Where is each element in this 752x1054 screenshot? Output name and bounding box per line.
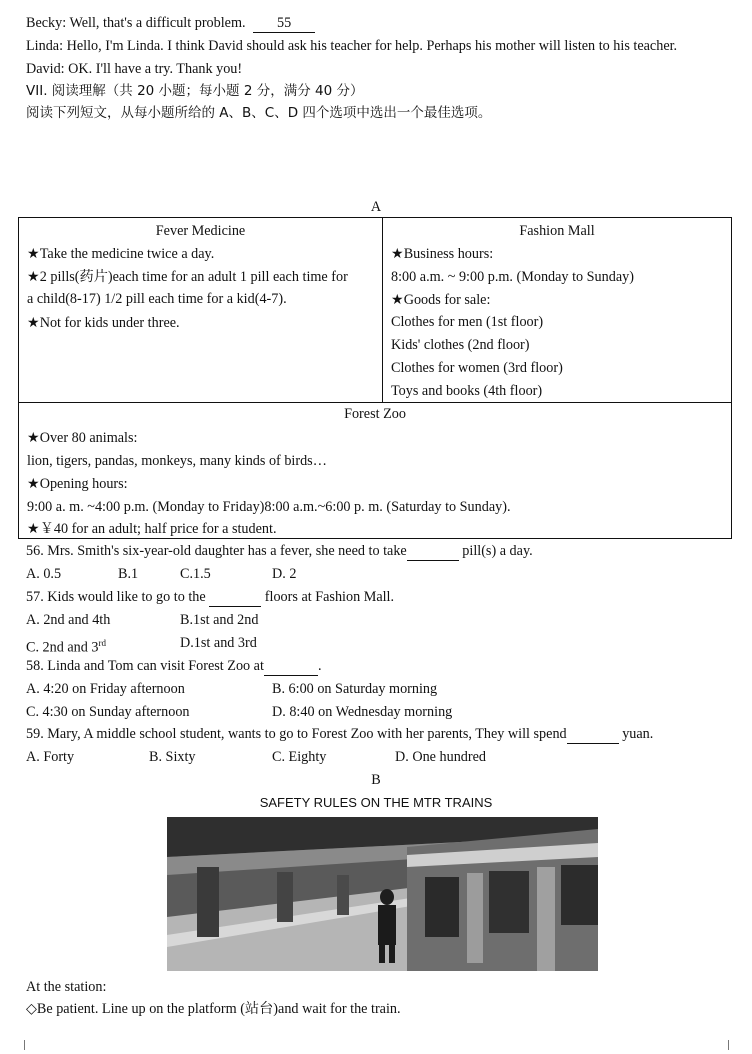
mall-line-7: Toys and books (4th floor) (391, 383, 543, 399)
fever-medicine-cell (19, 218, 382, 402)
passage-a-label: A (370, 199, 382, 215)
fever-line-2: ★2 pills(药片)each time for an adult 1 pill each time for (27, 269, 348, 285)
mall-line-4: Clothes for men (1st floor) (391, 314, 544, 330)
fever-line-1: ★Take the medicine twice a day. (27, 246, 215, 262)
mall-line-6: Clothes for women (3rd floor) (391, 360, 563, 376)
passage-a-table (18, 217, 732, 539)
fashion-mall-cell (383, 218, 731, 402)
blank-56 (407, 542, 459, 561)
q58-option-c: C. 4:30 on Sunday afternoon (26, 704, 190, 720)
mall-line-2: 8:00 a.m. ~ 9:00 p.m. (Monday to Sunday) (391, 269, 634, 285)
q56-option-d: D. 2 (272, 566, 297, 582)
mall-line-3: ★Goods for sale: (391, 292, 491, 308)
fever-line-4: ★Not for kids under three. (27, 315, 180, 331)
fever-line-3: a child(8-17) 1/2 pill each time for a kid(4-7). (27, 291, 287, 307)
forest-zoo-title: Forest Zoo (344, 406, 406, 422)
david-line: David: OK. I'll have a try. Thank you! (26, 61, 243, 77)
mall-line-5: Kids' clothes (2nd floor) (391, 337, 530, 353)
question-59: 59. Mary, A middle school student, wants to go to Forest Zoo with her parents, They will spend yuan. (26, 726, 654, 742)
q56-option-a: A. 0.5 (26, 566, 62, 582)
corner-mark-bottom-left (14, 1040, 25, 1050)
q59-option-b: B. Sixty (149, 749, 196, 765)
q57-option-c-superscript: rd (98, 638, 107, 648)
q56-option-b: B.1 (118, 566, 139, 582)
q58-option-b: B. 6:00 on Saturday morning (272, 681, 438, 697)
passage-b-label: B (371, 772, 381, 788)
fashion-mall-title: Fashion Mall (519, 223, 595, 239)
q59-option-d: D. One hundred (395, 749, 487, 765)
section-title: VII. 阅读理解（共 20 小题；每小题 2 分，满分 40 分） (26, 83, 364, 99)
question-58: 58. Linda and Tom can visit Forest Zoo at . (26, 658, 322, 674)
q57-option-d: D.1st and 3rd (180, 635, 257, 651)
linda-line: Linda: Hello, I'm Linda. I think David should ask his teacher for help. Perhaps his mother will listen to his teacher. (26, 38, 678, 54)
q59-option-c: C. Eighty (272, 749, 327, 765)
zoo-line-2: lion, tigers, pandas, monkeys, many kinds of birds… (27, 453, 327, 469)
zoo-line-4: 9:00 a. m. ~4:00 p.m. (Monday to Friday)8:00 a.m.~6:00 p. m. (Saturday to Sunday). (27, 499, 511, 515)
q59-option-a: A. Forty (26, 749, 75, 765)
mtr-train-photo (167, 817, 598, 971)
forest-zoo-cell (19, 403, 731, 539)
zoo-line-5: ★￥40 for an adult; half price for a student. (27, 521, 277, 537)
blank-58 (264, 657, 318, 676)
q58-option-a: A. 4:20 on Friday afternoon (26, 681, 185, 697)
passage-b-title: SAFETY RULES ON THE MTR TRAINS (259, 795, 493, 810)
zoo-line-3: ★Opening hours: (27, 476, 128, 492)
answer-blank-55: 55 (253, 14, 315, 33)
q57-option-a: A. 2nd and 4th (26, 612, 111, 628)
corner-mark-bottom-right (728, 1040, 739, 1050)
question-57: 57. Kids would like to go to the floors at Fashion Mall. (26, 589, 395, 605)
q57-option-c: C. 2nd and 3rd (26, 638, 107, 656)
mall-line-1: ★Business hours: (391, 246, 494, 262)
becky-line: Becky: Well, that's a difficult problem. 55 (26, 14, 315, 33)
station-rule-1: ◇Be patient. Line up on the platform (站台)and wait for the train. (26, 1001, 401, 1017)
q56-option-c: C.1.5 (180, 566, 211, 582)
q57-option-b: B.1st and 2nd (180, 612, 259, 628)
question-56: 56. Mrs. Smith's six-year-old daughter has a fever, she need to take pill(s) a day. (26, 543, 533, 559)
fever-medicine-title: Fever Medicine (155, 223, 246, 239)
mtr-train-illustration (167, 817, 598, 971)
section-instruction: 阅读下列短文，从每小题所给的 A、B、C、D 四个选项中选出一个最佳选项。 (26, 105, 492, 121)
blank-59 (567, 725, 619, 744)
at-station-label: At the station: (26, 979, 107, 995)
blank-57 (209, 588, 261, 607)
q58-option-d: D. 8:40 on Wednesday morning (272, 704, 453, 720)
zoo-line-1: ★Over 80 animals: (27, 430, 138, 446)
